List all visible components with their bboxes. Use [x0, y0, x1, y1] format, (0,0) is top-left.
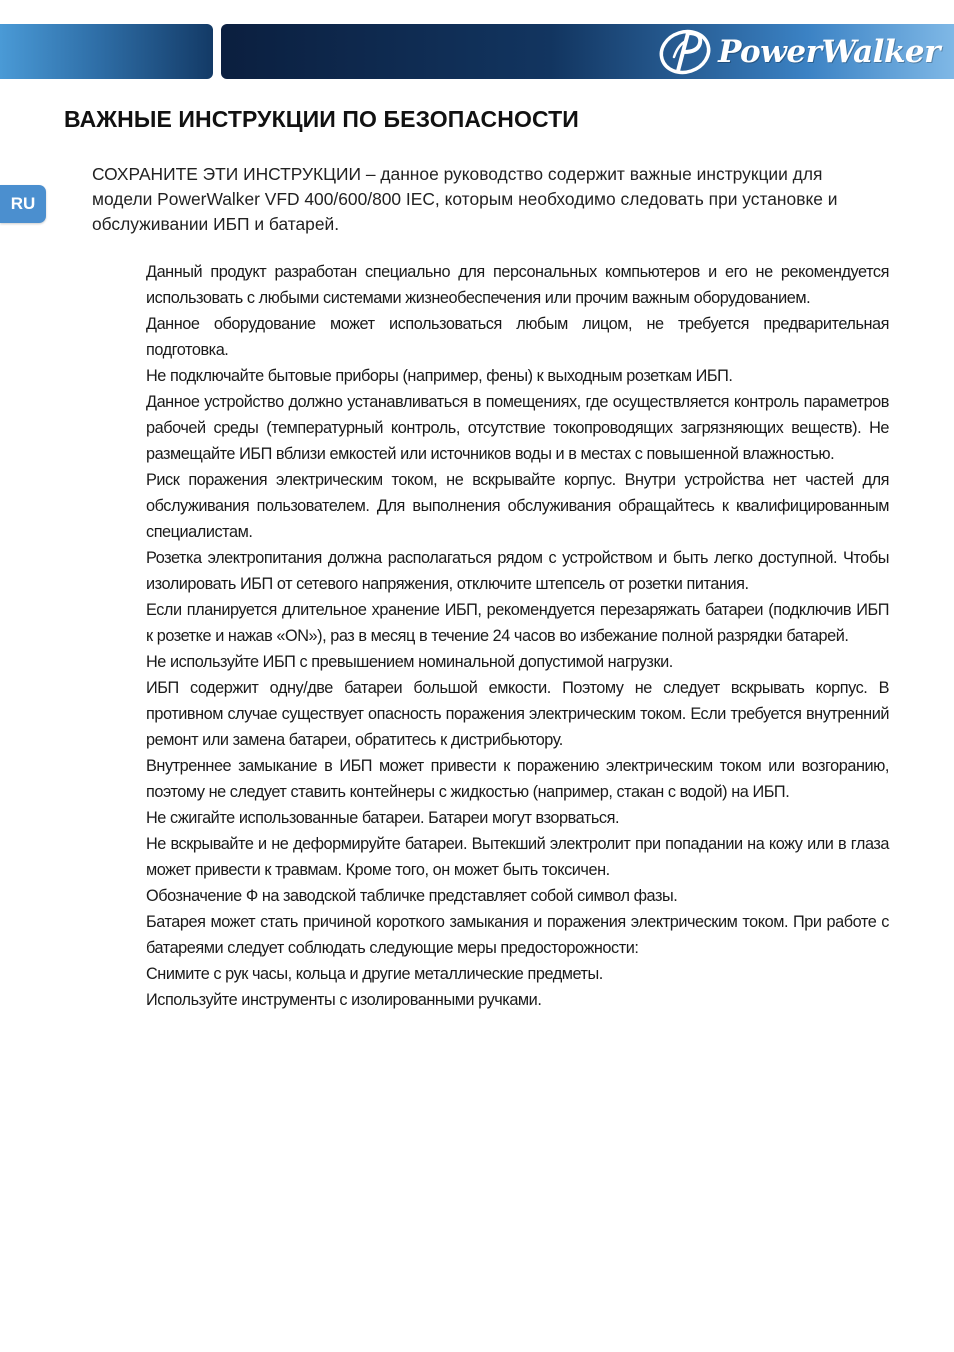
instruction-item: Розетка электропитания должна располагаться рядом с устройством и быть легко доступной. Чтобы изолировать ИБП от сетевого напряжения, отключите штепсель от розетки питания.: [146, 549, 889, 593]
instruction-item: Используйте инструменты с изолированными ручками.: [146, 991, 542, 1009]
instruction-item: Не сжигайте использованные батареи. Батареи могут взорваться.: [146, 809, 620, 827]
instruction-item: ИБП содержит одну/две батареи большой емкости. Поэтому не следует вскрывать корпус. В противном случае существует опасность поражения электрическим током. Если требуется внутренний ремонт или замена батареи, обратитесь к дистрибьютору.: [146, 679, 889, 749]
instruction-item: Обозначение Ф на заводской табличке представляет собой символ фазы.: [146, 887, 678, 905]
instruction-item: Не используйте ИБП с превышением номинальной допустимой нагрузки.: [146, 653, 673, 671]
instruction-item: Не подключайте бытовые приборы (например, фены) к выходным розеткам ИБП.: [146, 367, 733, 385]
page-title: ВАЖНЫЕ ИНСТРУКЦИИ ПО БЕЗОПАСНОСТИ: [64, 106, 579, 132]
header-bar-left: [0, 24, 213, 79]
instruction-item: Данный продукт разработан специально для персональных компьютеров и его не рекомендуется использовать с любыми системами жизнеобеспечения или прочим важным оборудованием.: [146, 263, 889, 307]
intro-paragraph: СОХРАНИТЕ ЭТИ ИНСТРУКЦИИ – данное руководство содержит важные инструкции для модели PowerWalker VFD 400/600/800 IEC, которым необходимо следовать при установке и обслуживании ИБП и батарей.: [92, 164, 838, 234]
safety-instructions-list: [146, 259, 889, 1013]
instruction-item: Если планируется длительное хранение ИБП, рекомендуется перезаряжать батареи (подключив ИБП к розетке и нажав «ON»), раз в месяц в течение 24 часов во избежание полной разрядки батарей.: [146, 601, 889, 645]
brand-logo: [656, 24, 940, 79]
instruction-item: Снимите с рук часы, кольца и другие металлические предметы.: [146, 965, 603, 983]
instruction-item: Батарея может стать причиной короткого замыкания и поражения электрическим током. При работе с батареями следует соблюдать следующие меры предосторожности:: [146, 913, 889, 957]
instruction-item: Внутреннее замыкание в ИБП может привести к поражению электрическим током или возгоранию, поэтому не следует ставить контейнеры с жидкостью (например, стакан с водой) на ИБП.: [146, 757, 889, 801]
instruction-item: Риск поражения электрическим током, не вскрывайте корпус. Внутри устройства нет частей для обслуживания пользователем. Для выполнения обслуживания обращайтесь к квалифицированным специалистам.: [146, 471, 889, 541]
brand-name: PowerWalker: [718, 33, 940, 70]
instruction-item: Данное оборудование может использоваться любым лицом, не требуется предварительная подготовка.: [146, 315, 889, 359]
instruction-item: Не вскрывайте и не деформируйте батареи. Вытекший электролит при попадании на кожу или в глаза может привести к травмам. Кроме того, он может быть токсичен.: [146, 835, 889, 879]
powerwalker-logo-mark-icon: [656, 27, 714, 77]
instruction-item: Данное устройство должно устанавливаться в помещениях, где осуществляется контроль параметров рабочей среды (температурный контроль, отсутствие токопроводящих загрязняющих веществ). Не размещайте ИБП вблизи емкостей или источников воды и в местах с повышенной влажностью.: [146, 393, 889, 463]
language-tab[interactable]: RU: [0, 185, 46, 223]
